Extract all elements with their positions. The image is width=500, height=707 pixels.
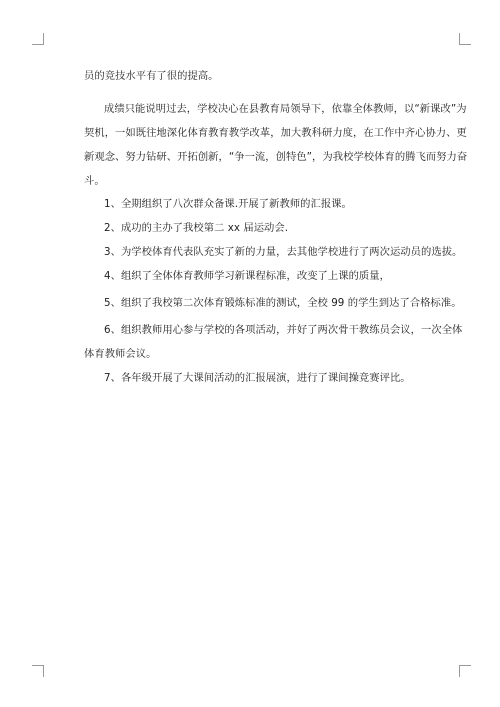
list-item: 2、成功的主办了我校第二 xx 届运动会.	[104, 222, 289, 234]
paragraph-line: 契机，一如既往地深化体育教育教学改革，加大教科研力度，在工作中齐心协力、更	[84, 127, 467, 139]
list-item: 5、组织了我校第二次体育锻炼标准的测试，全校 99 的学生到达了合格标准。	[104, 297, 462, 309]
list-item: 6、组织教师用心参与学校的各项活动，并好了两次骨干教练员会议，一次全体	[104, 324, 463, 336]
list-item: 4、组织了全体体育教师学习新课程标准，改变了上课的质量，	[104, 270, 390, 282]
paragraph-line: 新观念、努力钻研、开拓创新，“争一流，创特色”，为我校学校体育的腾飞而努力奋	[84, 151, 468, 163]
list-item-continuation: 体育教师会议。	[84, 348, 157, 360]
list-item: 7、各年级开展了大课间活动的汇报展演，进行了课间操竞赛评比。	[104, 372, 411, 384]
list-item: 3、为学校体育代表队充实了新的力量，去其他学校进行了两次运动员的选拔。	[104, 246, 463, 258]
paragraph-line: 斗。	[84, 175, 105, 187]
text-line: 员的竞技水平有了很的提高。	[84, 70, 219, 82]
paragraph-line: 成绩只能说明过去，学校决心在县教育局领导下，依靠全体教师，以“新课改”为	[104, 103, 467, 115]
list-item: 1、全期组织了八次群众备课.开展了新教师的汇报课。	[104, 198, 352, 210]
